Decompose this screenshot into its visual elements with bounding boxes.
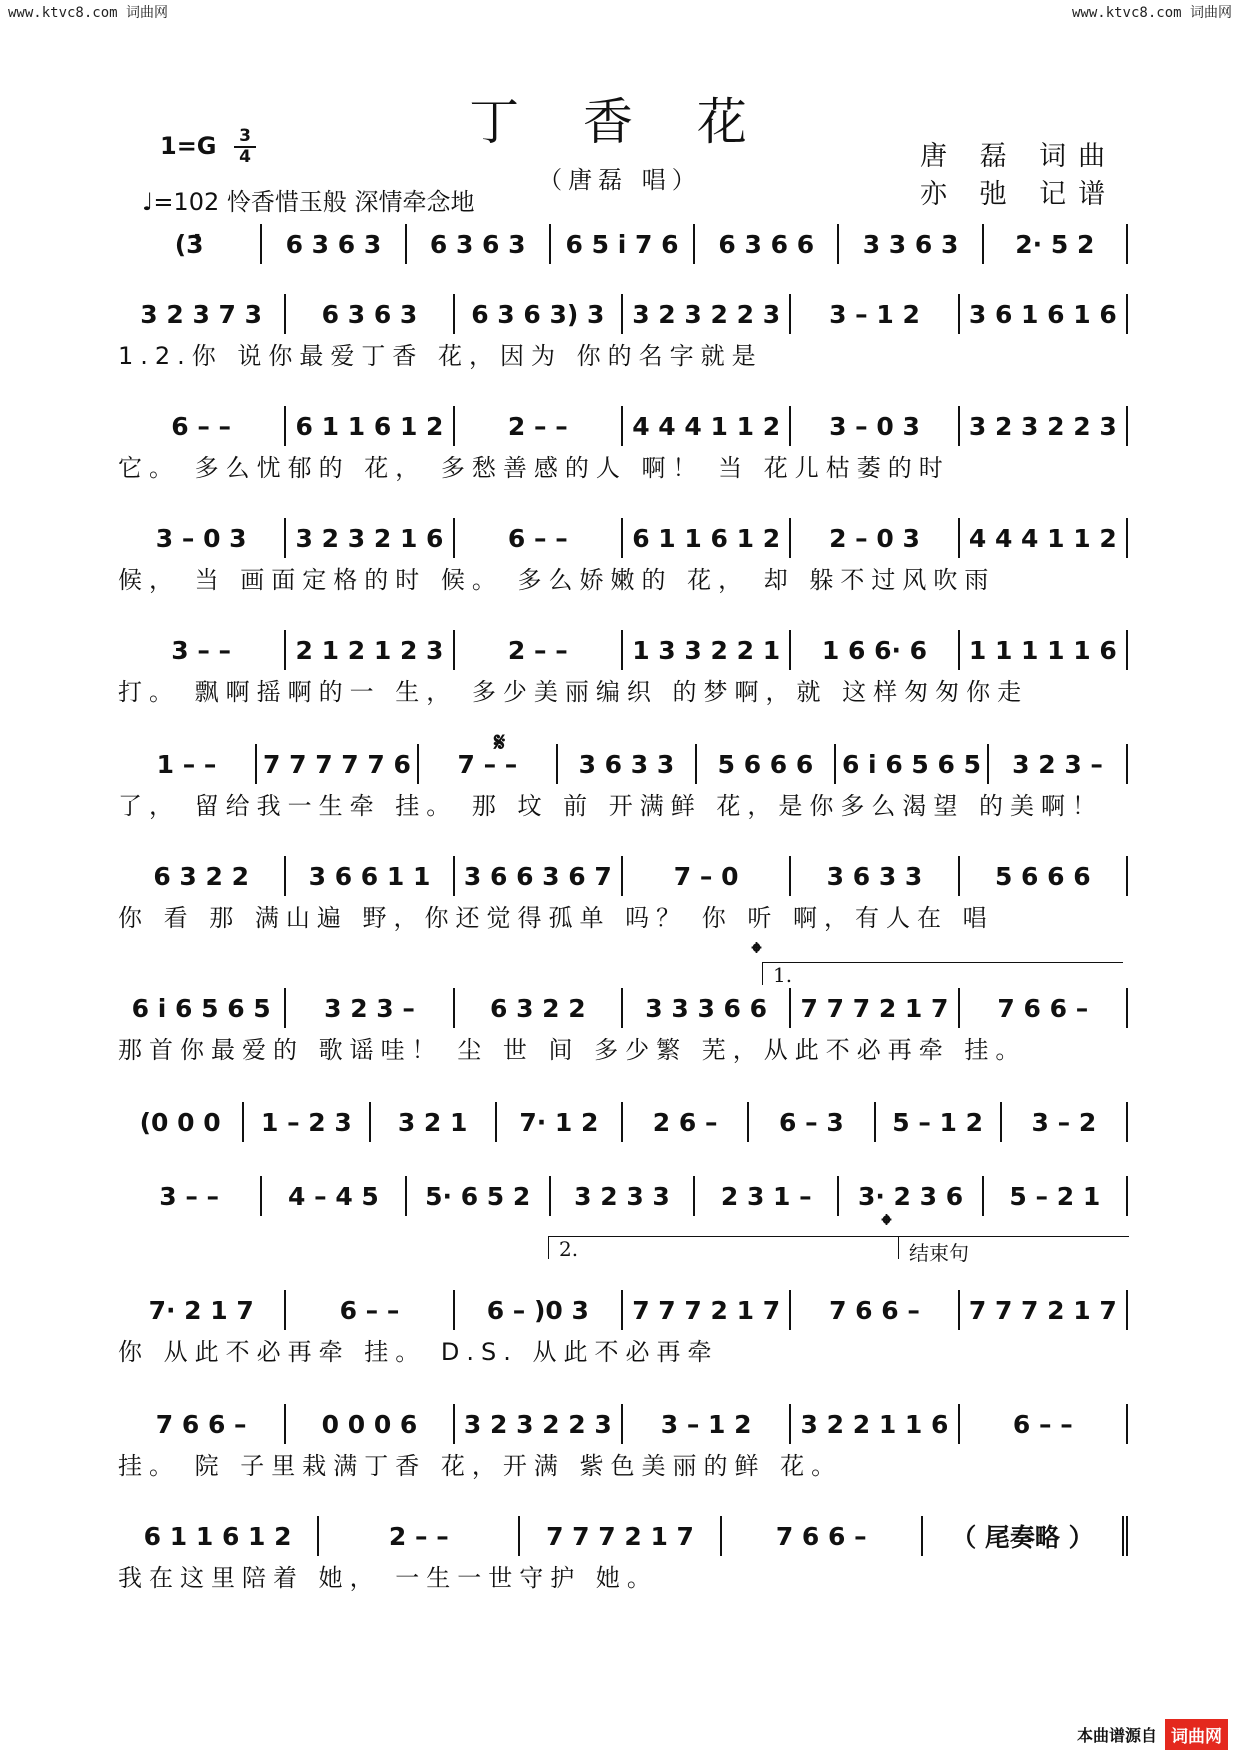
ending-phrase-bracket: [898, 1236, 1129, 1265]
measure: 7· 1 2: [497, 1102, 623, 1142]
measure: 3 3 3 6 6: [623, 988, 791, 1028]
measure: 6 – –: [118, 406, 286, 446]
score-system: [118, 852, 1128, 936]
measure: 1 – –: [118, 744, 257, 784]
measure: 7 6 6 –: [960, 988, 1128, 1028]
score-system: [118, 514, 1128, 598]
lyrics-line: 它。 多么忧郁的 花， 多愁善感的人 啊！ 当 花儿枯萎的时: [118, 454, 950, 482]
credits: [920, 138, 1117, 214]
measure: 3 6 3 3: [791, 856, 959, 896]
key-signature: 1=G: [160, 132, 217, 160]
score-system: [118, 1512, 1128, 1596]
coda-sign: 𝄌: [752, 938, 761, 968]
segno-sign: 𝄋: [494, 728, 506, 758]
measure: 5 – 1 2: [876, 1102, 1002, 1142]
tempo-marking: ♩=102 怜香惜玉般 深情牵念地: [142, 188, 475, 216]
composer-credit: 唐 磊 词曲: [920, 141, 1118, 172]
measure: 3 – 1 2: [791, 294, 959, 334]
transcriber-credit: 亦 弛 记谱: [920, 179, 1118, 210]
notes-row: [118, 740, 1128, 788]
time-bottom: 4: [239, 147, 251, 167]
coda-sign-2: 𝄌: [882, 1210, 891, 1240]
measure: 3 – –: [118, 630, 286, 670]
measure: 5 – 2 1: [984, 1176, 1128, 1216]
measure: 6 – –: [286, 1290, 454, 1330]
measure: 6 1 1 6 1 2: [118, 1516, 319, 1556]
measure: 2 – –: [319, 1516, 520, 1556]
measure: 7 – 0: [623, 856, 791, 896]
measure: 3 6 6 1 1: [286, 856, 454, 896]
second-ending-bracket: [548, 1236, 904, 1259]
measure: 3 – 2: [1002, 1102, 1128, 1142]
measure: 6 3 6 3) 3: [455, 294, 623, 334]
measure: 2· 5 2: [984, 224, 1128, 264]
score-system: [118, 290, 1128, 374]
measure: 1 3 3 2 2 1: [623, 630, 791, 670]
measure: 3 6 1 6 1 6: [960, 294, 1128, 334]
measure: 3 – 1 2: [623, 1404, 791, 1444]
measure: 3 2 3 2 2 3: [623, 294, 791, 334]
site-watermark-right: www.ktvc8.com 词曲网: [1071, 5, 1232, 21]
time-signature: [234, 128, 256, 166]
second-ending-label: 2.: [559, 1237, 579, 1261]
score-system: [118, 740, 1128, 824]
score-system: [118, 626, 1128, 710]
measure: 3 2 2 1 1 6: [791, 1404, 959, 1444]
measure: 1 1 1 1 1 6: [960, 630, 1128, 670]
notes-row: [118, 1172, 1128, 1220]
measure: 3 – 0 3: [791, 406, 959, 446]
notes-row: [118, 1098, 1128, 1146]
measure: 6 – –: [455, 518, 623, 558]
measure: 5· 6 5 2: [407, 1176, 551, 1216]
measure: 6 1 1 6 1 2: [623, 518, 791, 558]
measure: 7 6 6 –: [791, 1290, 959, 1330]
footer-source-label: 本曲谱源自: [1076, 1726, 1157, 1745]
lyrics-line: 你 看 那 满山遍 野，你还觉得孤单 吗？ 你 听 啊，有人在 唱: [118, 904, 994, 932]
measure: 1 – 2 3: [244, 1102, 370, 1142]
ending-phrase-label: 结束句: [909, 1241, 969, 1265]
singer-credit: （唐磊 唱）: [538, 166, 702, 194]
measure: 6 3 6 3: [286, 294, 454, 334]
time-top: 3: [239, 126, 251, 146]
notes-row: [118, 1286, 1128, 1334]
measure: 3 2 3 –: [989, 744, 1128, 784]
notes-row: [118, 402, 1128, 450]
measure: 4 4 4 1 1 2: [960, 518, 1128, 558]
measure: （ 尾奏略 ）: [923, 1516, 1128, 1556]
first-ending-bracket: [762, 962, 1123, 985]
measure: 2 3 1 –: [695, 1176, 839, 1216]
measure: 6 3 2 2: [118, 856, 286, 896]
measure: 7 7 7 2 1 7: [623, 1290, 791, 1330]
measure: 3 – –: [118, 1176, 262, 1216]
score-system: [118, 1286, 1128, 1370]
measure: 7 7 7 2 1 7: [520, 1516, 721, 1556]
measure: 3 2 3 2 2 3: [455, 1404, 623, 1444]
footer-badge[interactable]: 词曲网: [1165, 1719, 1228, 1750]
measure: 3 2 3 2 1 6: [286, 518, 454, 558]
measure: 5 6 6 6: [697, 744, 836, 784]
measure: 6 – 3: [749, 1102, 875, 1142]
score-system: [118, 984, 1128, 1068]
measure: 3 2 3 3: [551, 1176, 695, 1216]
notes-row: [118, 1400, 1128, 1448]
notes-row: [118, 984, 1128, 1032]
measure: 5 6 6 6: [960, 856, 1128, 896]
lyrics-line: 那首你最爱的 歌谣哇！ 尘 世 间 多少繁 芜，从此不必再牵 挂。: [118, 1036, 1027, 1064]
measure: (0 0 0: [118, 1102, 244, 1142]
measure: 7· 2 1 7: [118, 1290, 286, 1330]
notes-row: [118, 1512, 1128, 1560]
measure: 6 5 i 7 6: [551, 224, 695, 264]
measure: 6 i 6 5 6 5: [836, 744, 989, 784]
song-title: 丁 香 花: [469, 93, 771, 151]
measure: 4 4 4 1 1 2: [623, 406, 791, 446]
lyrics-line: 候， 当 画面定格的时 候。 多么娇嫩的 花， 却 躲不过风吹雨: [118, 566, 996, 594]
measure: 3 2 1: [371, 1102, 497, 1142]
lyrics-line: 我在这里陪着 她， 一生一世守护 她。: [118, 1564, 658, 1592]
measure: 3 2 3 2 2 3: [960, 406, 1128, 446]
notes-row: [118, 514, 1128, 562]
notes-row: [118, 852, 1128, 900]
measure: 1 6 6· 6: [791, 630, 959, 670]
measure: 6 i 6 5 6 5: [118, 988, 286, 1028]
notes-row: [118, 626, 1128, 674]
measure: 7 6 6 –: [722, 1516, 923, 1556]
measure: 2 – –: [455, 406, 623, 446]
measure: 6 – –: [960, 1404, 1128, 1444]
lyrics-line: 挂。 院 子里栽满丁香 花，开满 紫色美丽的鲜 花。: [118, 1452, 843, 1480]
measure: 6 3 6 3: [407, 224, 551, 264]
measure: 0 0 0 6: [286, 1404, 454, 1444]
site-watermark-left: www.ktvc8.com 词曲网: [8, 5, 169, 21]
measure: 3 2 3 –: [286, 988, 454, 1028]
measure: 7 – –: [419, 744, 558, 784]
measure: 3· 2 3 6: [839, 1176, 983, 1216]
measure: 3 6 6 3 6 7: [455, 856, 623, 896]
footer-source: [1077, 1719, 1228, 1750]
measure: 3 – 0 3: [118, 518, 286, 558]
first-ending-label: 1.: [773, 963, 793, 987]
notes-row: [118, 290, 1128, 338]
measure: 6 1 1 6 1 2: [286, 406, 454, 446]
measure: 7 7 7 7 7 6: [257, 744, 419, 784]
measure: 4 – 4 5: [262, 1176, 406, 1216]
score-system: [118, 402, 1128, 486]
measure: 2 – 0 3: [791, 518, 959, 558]
lyrics-line: 你 从此不必再牵 挂。 D.S. 从此不必再牵: [118, 1338, 719, 1366]
lyrics-line: 打。 飘啊摇啊的一 生， 多少美丽编织 的梦啊，就 这样匆匆你走: [118, 678, 1029, 706]
measure: 3 3 6 3: [839, 224, 983, 264]
measure: 2 – –: [455, 630, 623, 670]
measure: 6 3 6 6: [695, 224, 839, 264]
measure: 6 3 2 2: [455, 988, 623, 1028]
notes-row: [118, 220, 1128, 268]
lyrics-line: 1.2.你 说你最爱丁香 花，因为 你的名字就是: [118, 342, 763, 370]
lyrics-line: 了， 留给我一生牵 挂。 那 坟 前 开满鲜 花，是你多么渴望 的美啊！: [118, 792, 1104, 820]
measure: 7 7 7 2 1 7: [791, 988, 959, 1028]
measure: 6 – )0 3: [455, 1290, 623, 1330]
measure: 7 7 7 2 1 7: [960, 1290, 1128, 1330]
measure: 3 2 3 7 3: [118, 294, 286, 334]
measure: 2 6 –: [623, 1102, 749, 1142]
score-system: [118, 1400, 1128, 1484]
score-system: [118, 1098, 1128, 1182]
measure: 6 3 6 3: [262, 224, 406, 264]
measure: 2 1 2 1 2 3: [286, 630, 454, 670]
measure: 3 6 3 3: [558, 744, 697, 784]
measure: (3̇: [118, 224, 262, 264]
measure: 7 6 6 –: [118, 1404, 286, 1444]
